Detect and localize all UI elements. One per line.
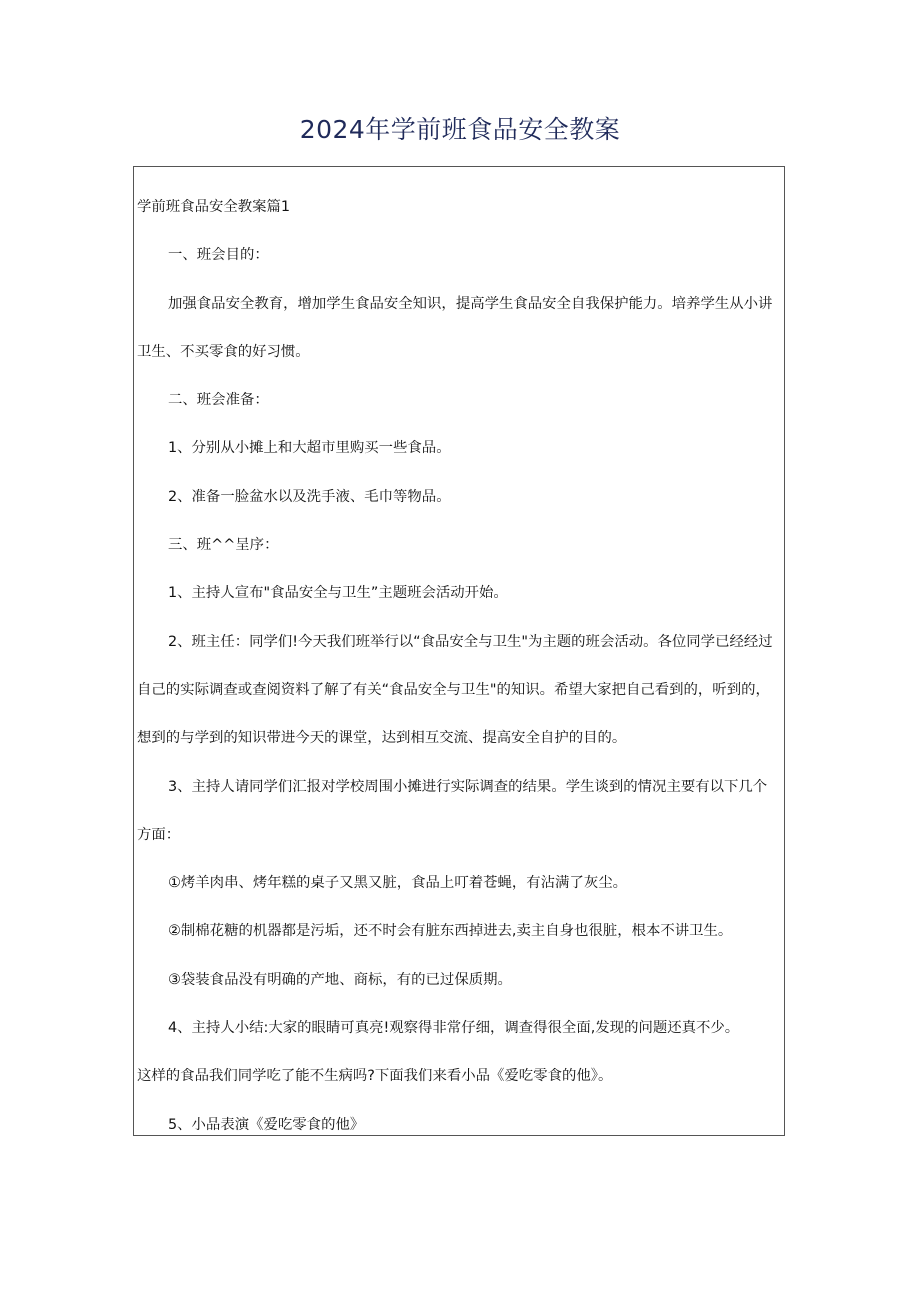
- document-body: [137, 183, 777, 1136]
- paragraph-line: ①烤羊肉串、烤年糕的桌子又黑又脏，食品上叮着苍蝇，有沾满了灰尘。: [168, 875, 628, 892]
- paragraph-line: 三、班^^呈序：: [168, 537, 279, 554]
- paragraph-line: 3、主持人请同学们汇报对学校周围小摊进行实际调查的结果。学生谈到的情况主要有以下几个: [168, 778, 768, 795]
- paragraph-line: 二、班会准备：: [168, 392, 269, 409]
- document-title: 2024年学前班食品安全教案: [299, 115, 621, 144]
- paragraph-line: 2、准备一脸盆水以及洗手液、毛巾等物品。: [168, 488, 451, 505]
- paragraph-line: 1、主持人宣布"食品安全与卫生”主题班会活动开始。: [168, 585, 508, 602]
- paragraph-line: 加强食品安全教育，增加学生食品安全知识，提高学生食品安全自我保护能力。培养学生从小讲: [168, 295, 773, 312]
- paragraph-line: 4、主持人小结:大家的眼睛可真亮!观察得非常仔细，调查得很全面,发现的问题还真不少。: [168, 1020, 740, 1037]
- content-frame: [133, 166, 785, 1136]
- paragraph-line: ③袋装食品没有明确的产地、商标，有的已过保质期。: [168, 971, 512, 988]
- paragraph-line: 想到的与学到的知识带进今天的课堂，达到相互交流、提高安全自护的目的。: [137, 730, 627, 747]
- paragraph-line: 学前班食品安全教案篇1: [137, 199, 291, 215]
- paragraph-line: 方面：: [137, 826, 181, 843]
- paragraph-line: ②制棉花糖的机器都是污垢，还不时会有脏东西掉进去,卖主自身也很脏，根本不讲卫生。: [168, 923, 733, 940]
- paragraph-line: 卫生、不买零食的好习惯。: [137, 343, 310, 360]
- paragraph-line: 1、分别从小摊上和大超市里购买一些食品。: [168, 440, 451, 457]
- paragraph-line: 自己的实际调查或查阅资料了解了有关“食品安全与卫生"的知识。希望大家把自己看到的，听到的，: [137, 681, 770, 698]
- paragraph-line: 一、班会目的：: [168, 247, 269, 264]
- paragraph-line: 5、小品表演《爱吃零食的他》: [168, 1116, 365, 1133]
- paragraph-line: 2、班主任：同学们!今天我们班举行以“食品安全与卫生"为主题的班会活动。各位同学已经经过: [168, 633, 773, 650]
- paragraph-line: 这样的食品我们同学吃了能不生病吗?下面我们来看小品《爱吃零食的他》。: [137, 1068, 613, 1085]
